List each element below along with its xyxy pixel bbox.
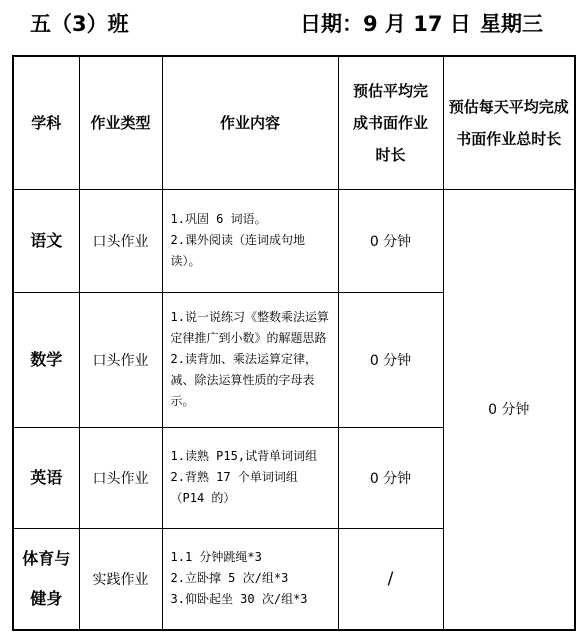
- time-cell: /: [338, 528, 443, 630]
- time-cell: 0 分钟: [338, 189, 443, 292]
- content-cell: [162, 292, 338, 427]
- content-line: 1.1 分钟跳绳*3: [170, 550, 262, 565]
- column-header-total-time: 预估每天平均完成书面作业总时长: [443, 56, 575, 189]
- table-header-row: [13, 56, 575, 189]
- content-line: 2.背熟 17 个单词词组（P14 的）: [170, 470, 298, 505]
- subject-cell: 英语: [13, 427, 79, 528]
- content-line: 1.读熟 P15,试背单词词组: [170, 449, 318, 463]
- homework-table: [12, 55, 576, 631]
- date-label: 日期：9 月 17 日: [300, 12, 471, 36]
- class-name: 五（3）班: [30, 12, 129, 36]
- type-cell: 口头作业: [79, 427, 162, 528]
- page-header: [0, 8, 585, 38]
- time-cell: 0 分钟: [338, 427, 443, 528]
- column-header-content: 作业内容: [162, 56, 338, 189]
- subject-cell: 数学: [13, 292, 79, 427]
- content-cell: [162, 528, 338, 630]
- content-line: 2.课外阅读（连词成句地读）。: [170, 233, 305, 268]
- total-time-cell: 0 分钟: [443, 189, 575, 630]
- content-line: 2.读背加、乘法运算定律，减、除法运算性质的字母表示。: [170, 352, 317, 408]
- content-line: 1.巩固 6 词语。: [170, 212, 267, 226]
- type-cell: 实践作业: [79, 528, 162, 630]
- column-header-avg-time: 预估平均完成书面作业时长: [338, 56, 443, 189]
- content-cell: [162, 189, 338, 292]
- subject-cell: 语文: [13, 189, 79, 292]
- type-cell: 口头作业: [79, 189, 162, 292]
- content-cell: [162, 427, 338, 528]
- column-header-subject: 学科: [13, 56, 79, 189]
- table-row: [13, 189, 575, 292]
- content-line: 2.立卧撑 5 次/组*3: [170, 571, 289, 586]
- subject-cell: 体育与健身: [13, 528, 79, 630]
- weekday-label: 星期三: [480, 12, 543, 36]
- content-line: 3.仰卧起坐 30 次/组*3: [170, 592, 308, 607]
- column-header-type: 作业类型: [79, 56, 162, 189]
- time-cell: 0 分钟: [338, 292, 443, 427]
- content-line: 1.说一说练习《整数乘法运算定律推广到小数》的解题思路: [170, 310, 329, 345]
- type-cell: 口头作业: [79, 292, 162, 427]
